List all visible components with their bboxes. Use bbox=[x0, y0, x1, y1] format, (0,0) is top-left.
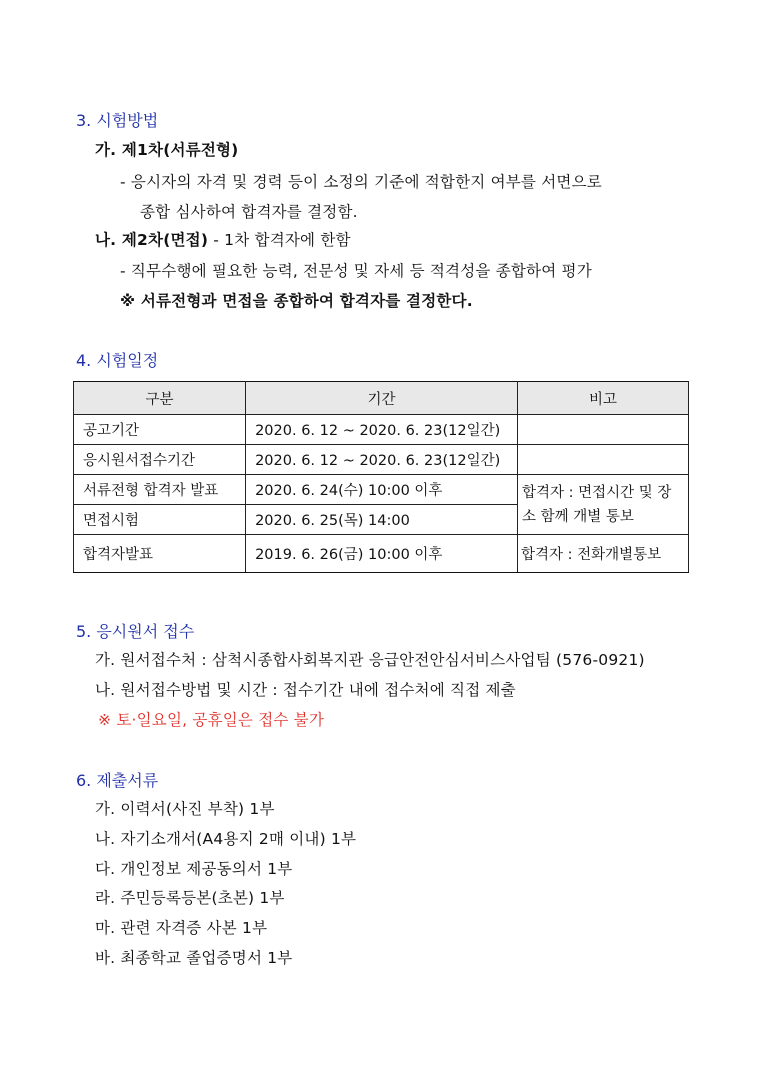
section-6-title: 6. 제출서류 bbox=[76, 771, 159, 790]
section-5-title: 5. 응시원서 접수 bbox=[76, 622, 195, 641]
schedule-table bbox=[73, 381, 689, 573]
sec3-a-title: 가. 제1차(서류전형) bbox=[95, 141, 239, 159]
sec3-note: ※ 서류전형과 면접을 종합하여 합격자를 결정한다. bbox=[120, 292, 473, 310]
row-period: 2020. 6. 25(목) 14:00 bbox=[246, 505, 518, 535]
section-4-title: 4. 시험일정 bbox=[76, 351, 159, 370]
sec6-item: 나. 자기소개서(A4용지 2매 이내) 1부 bbox=[95, 830, 357, 848]
sec6-item: 바. 최종학교 졸업증명서 1부 bbox=[95, 949, 293, 967]
row-label: 응시원서접수기간 bbox=[74, 445, 246, 475]
sec3-b-heading bbox=[95, 228, 351, 250]
sec3-b-suffix: - 1차 합격자에 한함 bbox=[208, 231, 351, 249]
table-row bbox=[74, 445, 689, 475]
row-note bbox=[517, 415, 688, 445]
header-period: 기간 bbox=[246, 382, 518, 415]
table-row bbox=[74, 475, 689, 505]
sec5-note: ※ 토·일요일, 공휴일은 접수 불가 bbox=[98, 711, 325, 729]
sec3-b-title: 나. 제2차(면접) bbox=[95, 231, 209, 249]
row-period: 2020. 6. 24(수) 10:00 이후 bbox=[246, 475, 518, 505]
header-category: 구분 bbox=[74, 382, 246, 415]
section-3-title: 3. 시험방법 bbox=[76, 111, 159, 130]
table-row bbox=[74, 535, 689, 573]
sec6-item: 가. 이력서(사진 부착) 1부 bbox=[95, 800, 275, 818]
header-note: 비고 bbox=[517, 382, 688, 415]
row-period: 2020. 6. 12 ~ 2020. 6. 23(12일간) bbox=[246, 415, 518, 445]
row-period: 2019. 6. 26(금) 10:00 이후 bbox=[246, 535, 518, 573]
table-row bbox=[74, 415, 689, 445]
row-note: 합격자 : 전화개별통보 bbox=[517, 535, 688, 573]
row-label: 합격자발표 bbox=[74, 535, 246, 573]
sec3-a-line2: 종합 심사하여 합격자를 결정함. bbox=[140, 203, 358, 221]
sec6-item: 마. 관련 자격증 사본 1부 bbox=[95, 919, 268, 937]
sec5-line2: 나. 원서접수방법 및 시간 : 접수기간 내에 접수처에 직접 제출 bbox=[95, 681, 516, 699]
row-period: 2020. 6. 12 ~ 2020. 6. 23(12일간) bbox=[246, 445, 518, 475]
sec6-item: 라. 주민등록등본(초본) 1부 bbox=[95, 889, 285, 907]
table-header-row bbox=[74, 382, 689, 415]
sec3-a-line1: - 응시자의 자격 및 경력 등이 소정의 기준에 적합한지 여부를 서면으로 bbox=[120, 173, 602, 191]
row-label: 면접시험 bbox=[74, 505, 246, 535]
row-note-merged: 합격자 : 면접시간 및 장소 함께 개별 통보 bbox=[517, 475, 688, 535]
sec3-b-line1: - 직무수행에 필요한 능력, 전문성 및 자세 등 적격성을 종합하여 평가 bbox=[120, 262, 592, 280]
row-note bbox=[517, 445, 688, 475]
sec5-line1: 가. 원서접수처 : 삼척시종합사회복지관 응급안전안심서비스사업팀 (576-0921) bbox=[95, 651, 645, 669]
row-label: 서류전형 합격자 발표 bbox=[74, 475, 246, 505]
sec6-item: 다. 개인정보 제공동의서 1부 bbox=[95, 860, 293, 878]
row-label: 공고기간 bbox=[74, 415, 246, 445]
